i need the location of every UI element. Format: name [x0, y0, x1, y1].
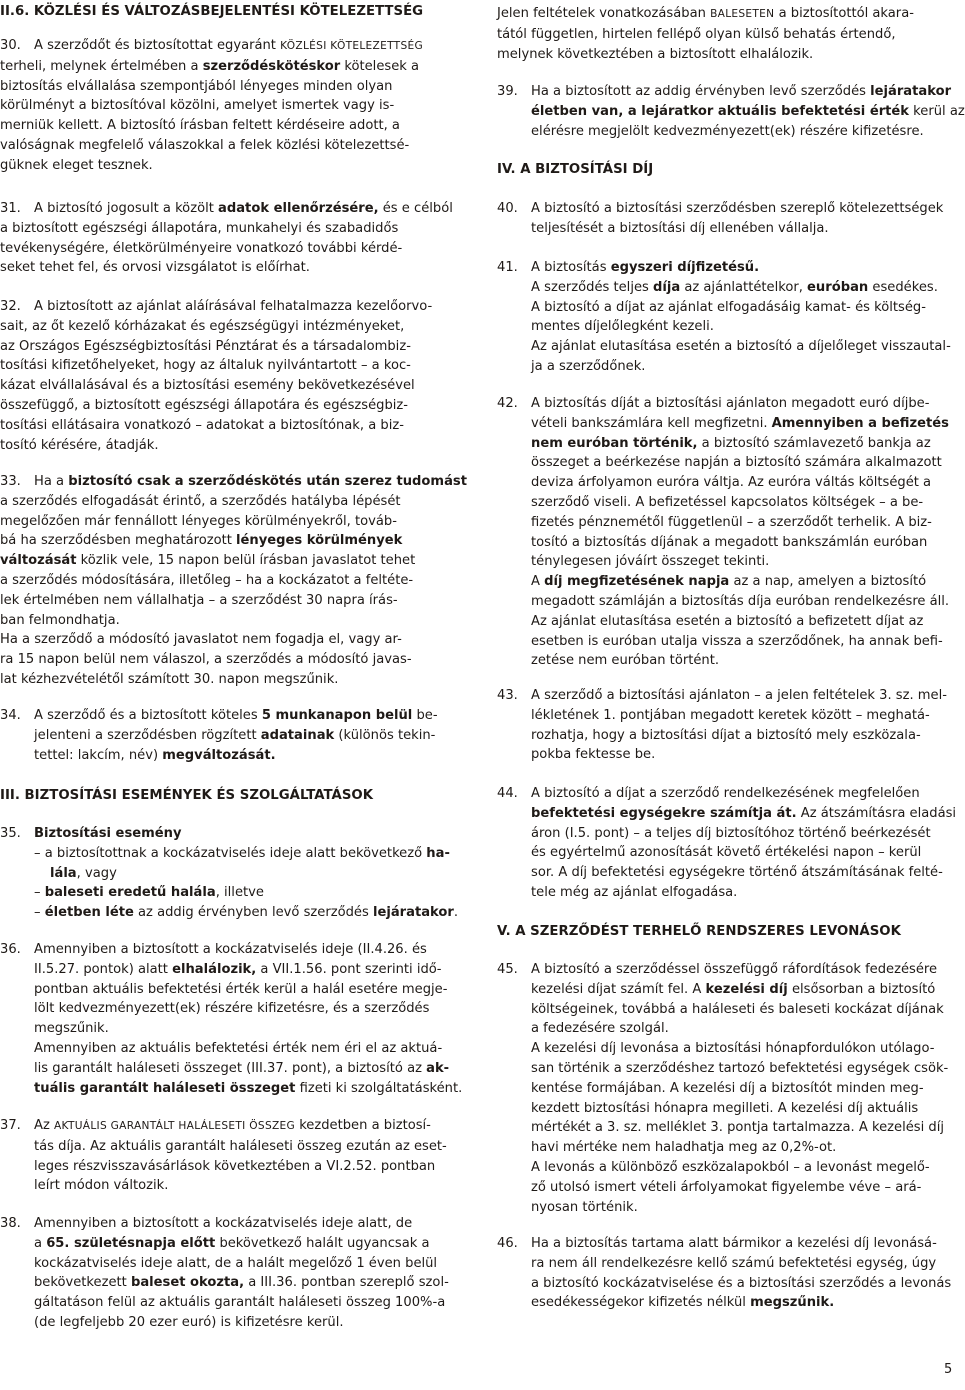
- paragraph-37: 37. Az AKTUÁLIS GARANTÁLT HALÁLESETI ÖSSZEG kezdetben a biztosí- tás díja. Az aktuális garantált haláleseti összeg ezután az eset- leges részvisszavásárlások következtében a VI.2.52. pontban leírt módon változik.: [0, 1118, 447, 1194]
- paragraph-number: 42.: [497, 396, 518, 411]
- paragraph-number: 46.: [497, 1236, 518, 1251]
- paragraph-number: 35.: [0, 826, 21, 841]
- section-title-iii: III. BIZTOSÍTÁSI ESEMÉNYEK ÉS SZOLGÁLTATÁSOK: [0, 788, 374, 803]
- paragraph-number: 45.: [497, 962, 518, 977]
- paragraph-34: 34. A szerződő és a biztosított köteles 5 munkanapon belül be- jelenteni a szerződésben rögzített adatainak (különös tekin- tettel: lakcím, név) megváltozását.: [0, 708, 438, 763]
- section-title-iv: IV. A BIZTOSÍTÁSI DÍJ: [497, 162, 654, 177]
- paragraph-38-continued: Jelen feltételek vonatkozásában BALESETEN a biztosítottól akara- tától független, hirtelen fellépő olyan külső behatás értendő, melynek következtében a biztosított elhalálozik.: [497, 6, 914, 62]
- paragraph-number: 33.: [0, 474, 21, 489]
- paragraph-44: 44. A biztosító a díjat a szerződő rendelkezésének megfelelően befektetési egységekre számítja át. Az átszámításra eladási áron (I.5. pont) – a teljes díj biztosítóhoz történő beérkezését és egyértelmű azonosítását követő értékelési napon – kerül sor. A díj befektetési egységekre történő átszámításának felté- tele még az ajánlat elfogadása.: [497, 786, 957, 900]
- paragraph-35: 35. Biztosítási esemény – a biztosítottnak a kockázatviselés ideje alatt bekövetkező ha- lála, vagy – baleseti eredetű halála, illetve – életben léte az addig érvényben levő szerződés lejáratakor.: [0, 826, 459, 921]
- paragraph-number: 38.: [0, 1216, 21, 1231]
- paragraph-number: 31.: [0, 201, 21, 216]
- paragraph-number: 30.: [0, 38, 21, 53]
- paragraph-31: 31. A biztosító jogosult a közölt adatok ellenőrzésére, és e célból a biztosított egészségi állapotára, munkahelyi és szabadidős tevékenységére, életkörülményeire vonatkozó további kérdé- seket tehet fel, és orvosi vizsgálatot is előírhat.: [0, 201, 453, 276]
- paragraph-45: 45. A biztosító a szerződéssel összefüggő ráfordítások fedezésére kezelési díjat számít fel. A kezelési díj elsősorban a biztosító költségeinek, továbbá a haláleseti és baleseti kockázat díjának a fedezésére szolgál. A kezelési díj levonása a biztosítási hónapfordulókon utólago- san történik a szerződéshez tartozó befektetési egységek csök- kentése formájában. A kezelési díj a biztosítót minden meg- kezdett biztosítási hónapra megilleti. A kezelési díj aktuális mértékét a 3. sz. melléklet 3. pontja tartalmazza. A kezelési díj havi mértéke nem haladhatja meg az 0,2%-ot. A levonás a különböző eszközalapokból – a levonást megelő- ző utolsó ismert vételi árfolyamokat figyelembe véve – ará- nyosan történik.: [497, 962, 949, 1215]
- paragraph-number: 41.: [497, 260, 518, 275]
- paragraph-39: 39. Ha a biztosított az addig érvényben levő szerződés lejáratakor életben van, a lejáratkor aktuális befektetési érték kerül az elérésre megjelölt kedvezményezett(ek) részére kifizetésre.: [497, 84, 965, 139]
- paragraph-number: 32.: [0, 299, 21, 314]
- paragraph-36: 36. Amennyiben a biztosított a kockázatviselés ideje (II.4.26. és II.5.27. pontok) alatt elhalálozik, a VII.1.56. pont szerinti idő- pontban aktuális befektetési érték kerül a halál esetére megje- lölt kedvezményezett(ek) részére kifizetésre, és a szerződés megszűnik. Amennyiben az aktuális befektetési érték nem éri el az aktuá- lis garantált haláleseti összeget (III.37. pont), a biztosító az ak- tuális garantált haláleseti összeget fizeti ki szolgáltatásként.: [0, 942, 463, 1096]
- paragraph-number: 43.: [497, 688, 518, 703]
- paragraph-32: 32. A biztosított az ajánlat aláírásával felhatalmazza kezelőorvo- sait, az őt kezelő kórházakat és egészségügyi intézményeket, az Országos Egészségbiztosítási Pénztárat és a társadalombiz- tosítási kifizetőhelyeket, hogy az általuk nyilvántartott – a koc- kázat elvállalásával és a biztosítási esemény bekövetkezésével összefüggő, a biztosított egészségi állapotára és egészségbiz- tosítási ellátásaira vonatkozó – adatokat a biztosítónak, a biz- tosító kérésére, átadják.: [0, 299, 433, 453]
- paragraph-38: 38. Amennyiben a biztosított a kockázatviselés ideje alatt, de a 65. születésnapja előtt bekövetkező halált ugyancsak a kockázatviselés ideje alatt, de a halált megelőző 1 éven belül bekövetkezett baleset okozta, a III.36. pontban szereplő szol- gáltatáson felül az aktuális garantált haláleseti összeg 100%-a (de legfeljebb 20 ezer euró) is kifizetésre kerül.: [0, 1216, 449, 1330]
- section-title-v: V. A SZERZŐDÉST TERHELŐ RENDSZERES LEVONÁSOK: [497, 924, 901, 939]
- paragraph-number: 39.: [497, 84, 518, 99]
- paragraph-number: 36.: [0, 942, 21, 957]
- paragraph-number: 37.: [0, 1118, 21, 1133]
- paragraph-30: 30. A szerződőt és biztosítottat egyaránt KÖZLÉSI KÖTELEZETTSÉG terheli, melynek értelmében a szerződéskötéskor kötelesek a biztosítás elvállalása szempontjából lényeges minden olyan körülményt a biztosítóval közölni, amelyet ismertek vagy is- merniük kellett. A biztosító írásban feltett kérdéseire adott, a valóságnak megfelelő válaszokkal a felek közlési kötelezettsé- güknek eleget tesznek.: [0, 38, 423, 173]
- page-number: 5: [944, 1362, 953, 1377]
- section-title-ii6: II.6. KÖZLÉSI ÉS VÁLTOZÁSBEJELENTÉSI KÖTELEZETTSÉG: [0, 4, 424, 19]
- paragraph-number: 44.: [497, 786, 518, 801]
- paragraph-46: 46. Ha a biztosítás tartama alatt bármikor a kezelési díj levonásá- ra nem áll rendelkezésre kellő számú befektetési egység, úgy a biztosító kockázatviselése és a biztosítási szerződés a levonás esedékességekor kifizetés nélkül megszűnik.: [497, 1236, 952, 1311]
- paragraph-number: 34.: [0, 708, 21, 723]
- paragraph-41: 41. A biztosítás egyszeri díjfizetésű. A szerződés teljes díja az ajánlattételkor, euróban esedékes. A biztosító a díjat az ajánlat elfogadásáig kamat- és költség- mentes díjelőlegként kezeli. Az ajánlat elutasítása esetén a biztosító a díjelőleget visszautal- ja a szerződőnek.: [497, 260, 951, 374]
- paragraph-43: 43. A szerződő a biztosítási ajánlaton – a jelen feltételek 3. sz. mel- lékletének 1. pontjában megadott keretek között – meghatá- rozhatja, hogy a biztosítási díjat a biztosító mely eszközala- pokba fektesse be.: [497, 688, 947, 763]
- paragraph-33: 33. Ha a biztosító csak a szerződéskötés után szerez tudomást a szerződés elfogadását érintő, a szerződés hatályba lépését megelőzően már fennállott lényeges körülményekről, továb- bá ha szerződésben meghatározott lényeges körülmények változását közlik vele, 15 napon belül írásban javaslatot tehet a szerződés módosítására, illetőleg – ha a kockázatot a feltéte- lek értelmében nem vállalhatja – a szerződést 30 napra írás- ban felmondhatja. Ha a szerződő a módosító javaslatot nem fogadja el, vagy ar- ra 15 napon belül nem válaszol, a szerződés a módosító javas- lat kézhezvételétől számított 30. napon megszűnik.: [0, 474, 467, 687]
- paragraph-number: 40.: [497, 201, 518, 216]
- paragraph-42: 42. A biztosítás díját a biztosítási ajánlaton megadott euró díjbe- vételi bankszámlára kell megfizetni. Amennyiben a befizetés nem euróban történik, a biztosító számlavezető bankja az összeget a beérkezése napján a biztosító számára alkalmazott deviza árfolyamon euróra váltja. Az euróra váltás költségét a szerződő viseli. A befizetéssel kapcsolatos költségek – a be- fizetés pénznemétől függetlenül – a szerződőt terhelik. A biz- tosító a biztosítás díjának a megadott bankszámlán euróban ténylegesen jóváírt összeget tekinti. A díj megfizetésének napja az a nap, amelyen a biztosító megadott számláján a biztosítás díja euróban rendelkezésre áll. Az ajánlat elutasítása esetén a biztosító a befizetett díjat az esetben is euróban utalja vissza a szerződőnek, ha annak befi- zetése nem euróban történt.: [497, 396, 950, 669]
- paragraph-40: 40. A biztosító a biztosítási szerződésben szereplő kötelezettségek teljesítését a biztosítási díj ellenében vállalja.: [497, 201, 944, 236]
